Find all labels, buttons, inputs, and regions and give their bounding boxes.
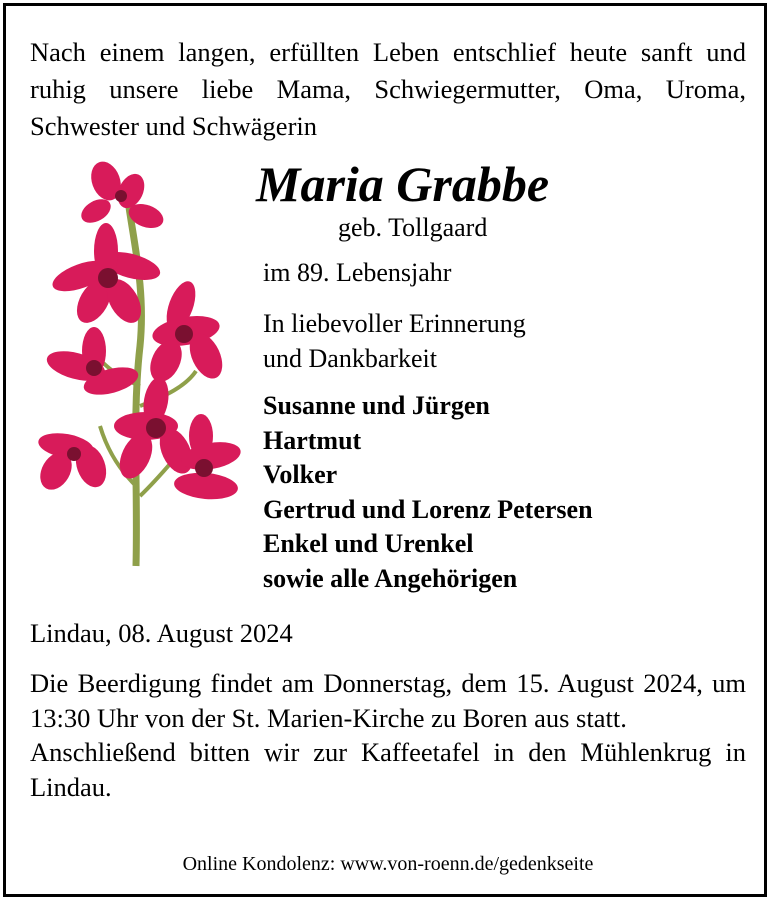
memory-line: In liebevoller Erinnerung [263, 309, 526, 338]
age-line: im 89. Lebensjahr [263, 258, 452, 287]
memory-line: und Dankbarkeit [263, 344, 438, 373]
mourner: Gertrud und Lorenz Petersen [263, 494, 593, 524]
memory-text [263, 306, 526, 376]
obituary-frame [3, 3, 767, 897]
intro-text: Nach einem langen, erfüllten Leben entschlief heute sanft und ruhig unsere liebe Mama, Schwiegermutter, Oma, Uroma, Schwester und Schwägerin [30, 37, 746, 141]
mourner: Volker [263, 460, 338, 489]
reception-text: Anschließend bitten wir zur Kaffeetafel in den Mühlenkrug in Lindau. [30, 737, 746, 802]
mourners-list [263, 389, 593, 596]
funeral-details [30, 666, 746, 804]
mourner: Susanne und Jürgen [263, 391, 490, 420]
mourner: sowie alle Angehörigen [263, 563, 518, 593]
deceased-name: Maria Grabbe [256, 156, 550, 212]
funeral-text: Die Beerdigung findet am Donnerstag, dem 15. August 2024, um 13:30 Uhr von der St. Marien-Kirche zu Boren aus statt. [30, 668, 746, 733]
birth-name: geb. Tollgaard [338, 213, 488, 242]
online-condolence: Online Kondolenz: www.von-roenn.de/gedenkseite [182, 853, 594, 875]
mourner: Hartmut [263, 425, 362, 455]
mourner: Enkel und Urenkel [263, 529, 474, 558]
orchid-image [36, 156, 246, 576]
place-date: Lindau, 08. August 2024 [30, 618, 293, 648]
